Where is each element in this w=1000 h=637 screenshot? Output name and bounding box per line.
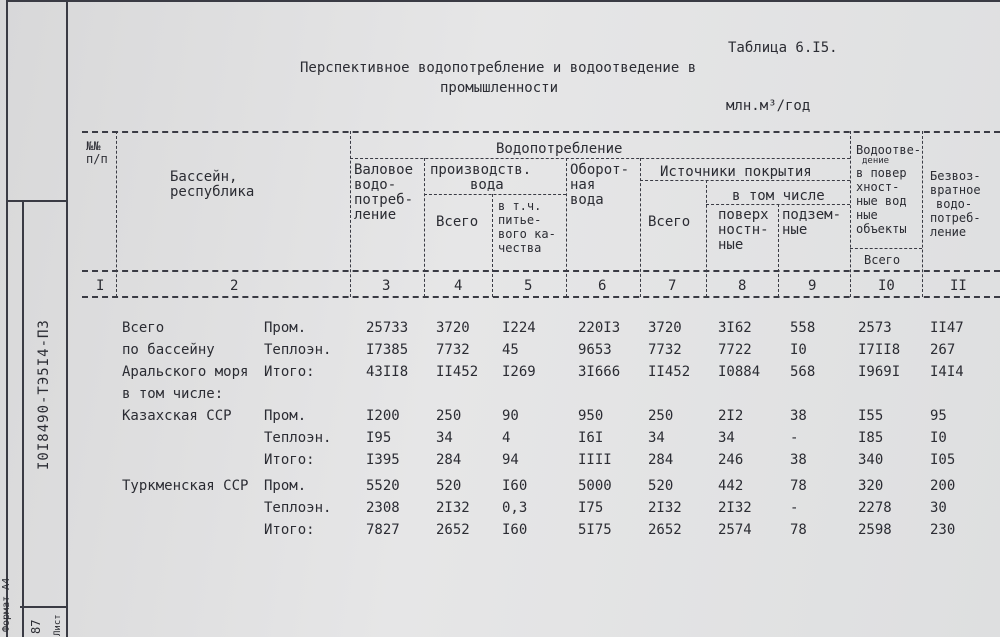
cell-col-3: I395 — [366, 452, 400, 468]
header-col2-line1: Бассейн, — [170, 169, 238, 185]
row-type: Пром. — [264, 408, 307, 424]
cell-col-6: 5I75 — [578, 522, 612, 538]
cell-col-8: 2I32 — [718, 500, 752, 516]
col-divider-1 — [116, 131, 117, 297]
header-col11-l3: водо- — [936, 197, 973, 211]
row-type: Пром. — [264, 478, 307, 494]
cell-col-6: 950 — [578, 408, 604, 424]
cell-col-5: 4 — [502, 430, 511, 446]
header-col6-l1: Оборот- — [570, 162, 630, 178]
header-col11-l5: ление — [930, 225, 967, 239]
colnum-2: 2 — [230, 278, 239, 294]
col-divider-3 — [424, 158, 425, 297]
cell-col-9: - — [790, 430, 799, 446]
row-region-name: Туркменская ССР — [122, 478, 249, 494]
corner-label-number: 87 — [29, 619, 43, 634]
cell-col-3: 25733 — [366, 320, 409, 336]
cell-col-10: 2598 — [858, 522, 892, 538]
cell-col-6: I75 — [578, 500, 604, 516]
colnum-3: 3 — [382, 278, 391, 294]
col-divider-6 — [640, 158, 641, 297]
cell-col-7: 2652 — [648, 522, 682, 538]
cell-col-4: 2I32 — [436, 500, 470, 516]
cell-col-10: 2278 — [858, 500, 892, 516]
header-col11-l1: Безвоз- — [930, 169, 981, 183]
cell-col-9: 558 — [790, 320, 816, 336]
corner-label-sheet: Лист — [53, 614, 63, 636]
row-region-name: по бассейну — [122, 342, 215, 358]
cell-col-5: 0,3 — [502, 500, 528, 516]
col-divider-9 — [850, 131, 851, 297]
header-col9-l1: подзем- — [782, 207, 842, 223]
row-type: Итого: — [264, 364, 315, 380]
cell-col-4: 3720 — [436, 320, 470, 336]
header-col8-l2: ностн- — [718, 222, 769, 238]
row-type: Итого: — [264, 522, 315, 538]
cell-col-9: I0 — [790, 342, 807, 358]
header-disposal-l6: ные — [856, 208, 878, 222]
cell-col-5: I60 — [502, 478, 528, 494]
cell-col-3: 2308 — [366, 500, 400, 516]
frame-line-outer — [6, 0, 8, 637]
cell-col-8: 3I62 — [718, 320, 752, 336]
cell-col-5: I224 — [502, 320, 536, 336]
cell-col-11: 200 — [930, 478, 956, 494]
col-divider-8 — [778, 204, 779, 297]
header-col10: Всего — [864, 253, 901, 267]
numbers-bottom-rule — [82, 296, 1000, 298]
cell-col-7: 7732 — [648, 342, 682, 358]
row-type: Теплоэн. — [264, 430, 332, 446]
row-type: Пром. — [264, 320, 307, 336]
header-col5-l4: чества — [498, 241, 542, 255]
cell-col-5: 94 — [502, 452, 519, 468]
cell-col-9: 568 — [790, 364, 816, 380]
cell-col-7: 34 — [648, 430, 665, 446]
row-region-name: Всего — [122, 320, 165, 336]
header-col5-l1: в т.ч. — [498, 199, 542, 213]
frame-top-line — [6, 0, 1000, 2]
cell-col-9: 78 — [790, 478, 807, 494]
header-col3-l3: потреб- — [354, 192, 414, 208]
cell-col-10: I85 — [858, 430, 884, 446]
cell-col-11: 267 — [930, 342, 956, 358]
stamp-box-top — [6, 200, 66, 202]
cell-col-11: 230 — [930, 522, 956, 538]
cell-col-6: I6I — [578, 430, 604, 446]
cell-col-8: 34 — [718, 430, 735, 446]
header-disposal-l3: в повер — [856, 166, 907, 180]
cell-col-10: 340 — [858, 452, 884, 468]
cell-col-7: 2I32 — [648, 500, 682, 516]
cell-col-11: 95 — [930, 408, 947, 424]
sources-group-rule — [640, 180, 850, 181]
cell-col-4: 2652 — [436, 522, 470, 538]
cell-col-7: 284 — [648, 452, 674, 468]
units-label: млн.м³/год — [726, 98, 811, 114]
colnum-5: 5 — [524, 278, 533, 294]
cell-col-4: 7732 — [436, 342, 470, 358]
cell-col-8: I0884 — [718, 364, 761, 380]
col-divider-2 — [350, 131, 351, 297]
cell-col-4: 520 — [436, 478, 462, 494]
cell-col-8: 2574 — [718, 522, 752, 538]
cell-col-8: 2I2 — [718, 408, 744, 424]
frame-line-inner — [66, 0, 68, 637]
row-region-name: Казахская ССР — [122, 408, 232, 424]
cell-col-5: I60 — [502, 522, 528, 538]
header-col3-l4: ление — [354, 207, 397, 223]
stamp-box-divider — [22, 200, 24, 637]
cell-col-9: 38 — [790, 452, 807, 468]
cell-col-6: IIII — [578, 452, 612, 468]
cell-col-10: 320 — [858, 478, 884, 494]
cell-col-3: I200 — [366, 408, 400, 424]
header-sources-group: Источники покрытия — [660, 164, 812, 180]
cell-col-11: 30 — [930, 500, 947, 516]
table-title-line1: Перспективное водопотребление и водоотведение в — [300, 60, 697, 76]
header-col3-l1: Валовое — [354, 162, 414, 178]
row-type: Теплоэн. — [264, 500, 332, 516]
header-col8-l3: ные — [718, 237, 744, 253]
cell-col-3: I95 — [366, 430, 392, 446]
header-col6-l2: ная — [570, 177, 596, 193]
header-top-rule — [82, 131, 1000, 133]
header-col9-l2: ные — [782, 222, 808, 238]
cell-col-7: II452 — [648, 364, 691, 380]
row-region-name: Аральского моря — [122, 364, 249, 380]
header-disposal-l2: дение — [862, 156, 890, 166]
format-label: Формат А4 — [1, 577, 12, 632]
cell-col-3: 43II8 — [366, 364, 409, 380]
cell-col-10: I55 — [858, 408, 884, 424]
header-col6-l3: вода — [570, 192, 604, 208]
colnum-6: 6 — [598, 278, 607, 294]
colnum-7: 7 — [668, 278, 677, 294]
col-divider-5 — [566, 158, 567, 297]
header-production-l1: производств. — [430, 162, 532, 178]
cell-col-4: II452 — [436, 364, 479, 380]
cell-col-10: I969I — [858, 364, 901, 380]
cell-col-4: 284 — [436, 452, 462, 468]
cell-col-6: 220I3 — [578, 320, 621, 336]
cell-col-7: 250 — [648, 408, 674, 424]
disposal-group-rule — [850, 248, 922, 249]
header-col5-l3: вого ка- — [498, 227, 556, 241]
side-stamp-code: I0I8490-ТЭ5I4-ПЗ — [36, 319, 52, 470]
header-including-group: в том числе — [732, 188, 825, 204]
cell-col-11: I4I4 — [930, 364, 964, 380]
cell-col-10: I7II8 — [858, 342, 901, 358]
cell-col-9: 78 — [790, 522, 807, 538]
col-divider-7 — [706, 180, 707, 297]
cell-col-10: 2573 — [858, 320, 892, 336]
cell-col-5: 45 — [502, 342, 519, 358]
header-col2-line2: республика — [170, 184, 255, 200]
header-col11-l4: потреб- — [930, 211, 981, 225]
cell-col-6: 3I666 — [578, 364, 621, 380]
header-disposal-l5: ные вод — [856, 194, 907, 208]
header-col8-l1: поверх — [718, 207, 769, 223]
cell-col-4: 250 — [436, 408, 462, 424]
row-type: Теплоэн. — [264, 342, 332, 358]
header-consumption-group: Водопотребление — [496, 141, 623, 157]
header-disposal-l1: Водоотве- — [856, 143, 922, 157]
header-col4: Всего — [436, 214, 479, 230]
header-col5-l2: питье- — [498, 213, 542, 227]
header-col11-l2: вратное — [930, 183, 981, 197]
cell-col-11: II47 — [930, 320, 964, 336]
cell-col-6: 9653 — [578, 342, 612, 358]
cell-col-11: I0 — [930, 430, 947, 446]
cell-col-3: 5520 — [366, 478, 400, 494]
cell-col-4: 34 — [436, 430, 453, 446]
header-production-l2: вода — [470, 177, 504, 193]
cell-col-5: 90 — [502, 408, 519, 424]
header-disposal-l7: объекты — [856, 222, 907, 236]
header-col3-l2: водо- — [354, 177, 397, 193]
colnum-11: II — [950, 278, 967, 294]
cell-col-9: - — [790, 500, 799, 516]
colnum-8: 8 — [738, 278, 747, 294]
cell-col-7: 520 — [648, 478, 674, 494]
cell-col-5: I269 — [502, 364, 536, 380]
row-type: Итого: — [264, 452, 315, 468]
cell-col-8: 442 — [718, 478, 744, 494]
cell-col-3: 7827 — [366, 522, 400, 538]
header-disposal-l4: хност- — [856, 180, 900, 194]
production-group-rule — [424, 194, 566, 195]
cell-col-3: I7385 — [366, 342, 409, 358]
cell-col-8: 7722 — [718, 342, 752, 358]
colnum-1: I — [96, 278, 105, 294]
colnum-9: 9 — [808, 278, 817, 294]
header-col1: №№ п/п — [86, 139, 108, 166]
cell-col-8: 246 — [718, 452, 744, 468]
colnum-4: 4 — [454, 278, 463, 294]
table-number: Таблица 6.I5. — [728, 40, 838, 56]
col-divider-4 — [492, 194, 493, 297]
header-col7: Всего — [648, 214, 691, 230]
table-title-line2: промышленности — [440, 80, 559, 96]
cell-col-6: 5000 — [578, 478, 612, 494]
colnum-10: I0 — [878, 278, 895, 294]
col-divider-10 — [922, 131, 923, 297]
row-region-name: в том числе: — [122, 386, 224, 402]
header-bottom-rule — [82, 270, 1000, 272]
cell-col-9: 38 — [790, 408, 807, 424]
consumption-group-rule — [350, 158, 850, 159]
stamp-box-bottom — [20, 606, 66, 608]
cell-col-11: I05 — [930, 452, 956, 468]
cell-col-7: 3720 — [648, 320, 682, 336]
